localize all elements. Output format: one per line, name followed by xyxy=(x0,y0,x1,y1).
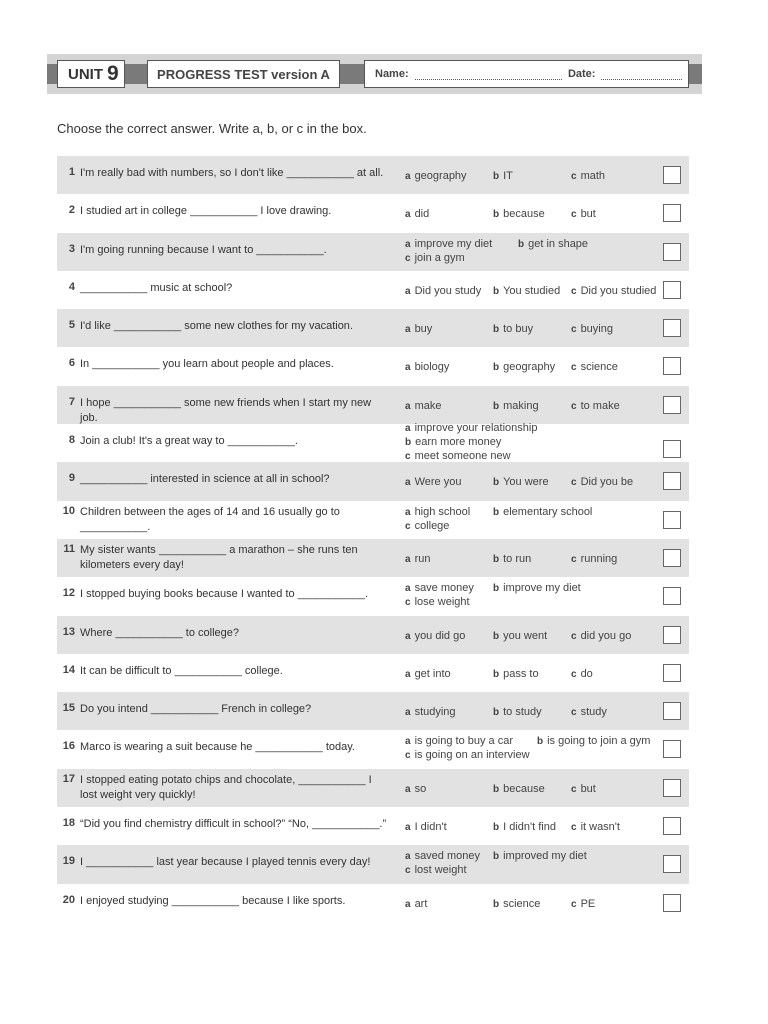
name-label: Name: xyxy=(375,68,409,80)
option-a xyxy=(405,505,470,520)
answer-box[interactable] xyxy=(663,702,681,720)
question-text: It can be difficult to ___________ college. xyxy=(80,664,283,677)
option-letter: b xyxy=(493,171,500,182)
option-letter: c xyxy=(405,520,411,532)
option-b xyxy=(493,284,560,299)
option-text: meet someone new xyxy=(414,450,511,463)
option-b xyxy=(493,552,531,567)
answer-box[interactable] xyxy=(663,549,681,567)
question-text: I'd like ___________ some new clothes for my vacation. xyxy=(80,320,353,333)
option-c xyxy=(571,360,618,375)
option-letter: a xyxy=(405,324,411,336)
option-b xyxy=(493,629,547,644)
option-a xyxy=(405,667,451,682)
option-a xyxy=(405,705,456,720)
option-letter: b xyxy=(493,783,500,795)
option-text: Did you be xyxy=(580,476,634,489)
option-letter: b xyxy=(493,477,500,489)
question-number: 18 xyxy=(62,817,75,830)
question-text: In ___________ you learn about people and places. xyxy=(80,358,334,371)
option-b xyxy=(493,849,587,864)
question-number: 7 xyxy=(68,395,75,408)
option-text: elementary school xyxy=(503,505,593,518)
option-a xyxy=(405,169,467,184)
option-letter: c xyxy=(571,553,577,565)
option-text: join a gym xyxy=(414,251,465,264)
option-a xyxy=(405,897,427,912)
option-b xyxy=(493,505,592,520)
option-c xyxy=(405,251,465,266)
question-row xyxy=(57,577,689,615)
question-text: Do you intend ___________ French in college? xyxy=(80,703,312,716)
option-text: geography xyxy=(414,170,467,182)
option-text: buy xyxy=(414,323,433,336)
answer-box[interactable] xyxy=(663,626,681,644)
question-text: I hope ___________ some new friends when I start my new job. xyxy=(80,396,372,424)
option-letter: c xyxy=(571,822,577,834)
question-list xyxy=(57,156,689,922)
option-a xyxy=(405,399,441,414)
question-row xyxy=(57,769,689,807)
option-letter: b xyxy=(493,553,500,565)
option-text: to run xyxy=(503,552,532,565)
option-c xyxy=(571,322,613,337)
answer-box[interactable] xyxy=(663,894,681,912)
question-number: 5 xyxy=(68,319,75,332)
option-text: you did go xyxy=(414,629,466,642)
question-number: 11 xyxy=(63,542,75,555)
question-row xyxy=(57,309,689,347)
option-text: is going on an interview xyxy=(414,749,530,762)
option-letter: b xyxy=(493,506,500,518)
answer-box[interactable] xyxy=(663,243,681,261)
option-letter: a xyxy=(405,209,411,221)
option-letter: a xyxy=(405,423,411,435)
option-text: college xyxy=(414,519,450,532)
option-text: get in shape xyxy=(528,237,589,250)
question-text: My sister wants ___________ a marathon – she runs ten kilometers every day! xyxy=(80,543,358,571)
option-letter: a xyxy=(405,506,411,518)
option-text: biology xyxy=(414,361,450,374)
option-letter: c xyxy=(571,324,577,336)
option-text: did xyxy=(414,208,430,221)
option-c xyxy=(571,207,596,222)
option-text: lose weight xyxy=(414,596,470,609)
option-letter: c xyxy=(571,171,577,182)
question-text: ___________ interested in science at all in school? xyxy=(80,473,330,486)
answer-box[interactable] xyxy=(663,319,681,337)
option-letter: a xyxy=(405,238,411,250)
option-letter: a xyxy=(405,898,411,910)
question-text: ___________ music at school? xyxy=(80,281,233,294)
option-text: to make xyxy=(580,399,620,412)
question-number: 14 xyxy=(62,663,75,676)
option-a xyxy=(405,360,449,375)
option-a xyxy=(405,581,474,596)
question-number: 20 xyxy=(62,893,75,906)
question-row xyxy=(57,654,689,692)
unit-label-box xyxy=(57,60,125,88)
option-letter: c xyxy=(405,451,411,463)
option-letter: a xyxy=(405,668,411,680)
option-text: improve your relationship xyxy=(414,422,538,435)
instructions: Choose the correct answer. Write a, b, or c in the box. xyxy=(57,121,367,136)
option-a xyxy=(405,284,481,299)
answer-box[interactable] xyxy=(663,472,681,490)
unit-number: 9 xyxy=(107,62,119,85)
question-text: Children between the ages of 14 and 16 usually go to ___________. xyxy=(80,505,340,533)
option-text: it wasn't xyxy=(580,821,620,834)
option-letter: c xyxy=(571,285,577,297)
option-letter: c xyxy=(571,362,577,374)
option-c xyxy=(405,519,449,534)
option-text: to buy xyxy=(503,323,534,336)
option-c xyxy=(571,284,656,299)
question-number: 1 xyxy=(68,166,75,178)
test-title-box xyxy=(147,60,340,88)
option-letter: b xyxy=(493,400,500,412)
option-text: you went xyxy=(503,629,548,642)
answer-box[interactable] xyxy=(663,664,681,682)
option-letter: b xyxy=(493,630,500,642)
answer-box[interactable] xyxy=(663,779,681,797)
option-text: geography xyxy=(503,361,556,374)
question-number: 2 xyxy=(68,204,75,217)
option-text: studying xyxy=(414,706,456,719)
option-text: because xyxy=(503,208,545,221)
option-text: I didn't xyxy=(414,821,447,834)
option-c xyxy=(405,595,470,610)
option-letter: b xyxy=(493,209,500,221)
question-row xyxy=(57,807,689,845)
question-number: 12 xyxy=(62,587,75,600)
option-letter: c xyxy=(571,630,577,642)
option-letter: a xyxy=(405,285,411,297)
option-letter: b xyxy=(493,362,500,374)
answer-box[interactable] xyxy=(663,440,681,458)
option-a xyxy=(405,475,461,490)
question-text: I stopped eating potato chips and chocolate, ___________ I lost weight very quickly! xyxy=(80,773,372,801)
option-letter: b xyxy=(493,583,500,595)
option-letter: c xyxy=(571,477,577,489)
option-letter: c xyxy=(405,252,411,264)
option-c xyxy=(571,552,617,567)
answer-box[interactable] xyxy=(663,740,681,758)
option-b xyxy=(493,399,539,414)
option-text: make xyxy=(414,399,442,412)
option-a xyxy=(405,237,492,252)
option-letter: b xyxy=(493,285,500,297)
option-letter: a xyxy=(405,171,411,182)
option-b xyxy=(493,897,540,912)
option-text: because xyxy=(503,782,545,795)
option-letter: b xyxy=(493,324,500,336)
question-number: 4 xyxy=(68,280,75,293)
question-number: 9 xyxy=(68,472,75,485)
question-text: Marco is wearing a suit because he ___________ today. xyxy=(80,741,355,754)
question-text: I ___________ last year because I played tennis every day! xyxy=(80,856,371,869)
option-text: math xyxy=(580,170,606,182)
option-a xyxy=(405,207,429,222)
option-text: but xyxy=(580,782,596,795)
test-title: PROGRESS TEST version A xyxy=(157,66,330,82)
option-text: improved my diet xyxy=(503,850,587,863)
question-row xyxy=(57,271,689,309)
option-letter: b xyxy=(405,437,412,449)
option-b xyxy=(493,782,545,797)
option-text: running xyxy=(580,552,618,565)
question-text: I enjoyed studying ___________ because I like sports. xyxy=(80,894,346,907)
option-letter: b xyxy=(537,736,544,748)
question-row xyxy=(57,884,689,922)
option-letter: c xyxy=(571,783,577,795)
option-letter: a xyxy=(405,477,411,489)
question-number: 19 xyxy=(62,855,75,868)
option-letter: a xyxy=(405,707,411,719)
question-row xyxy=(57,845,689,883)
option-c xyxy=(405,863,467,878)
option-text: so xyxy=(414,782,427,795)
option-c xyxy=(571,475,633,490)
question-text: “Did you find chemistry difficult in school?” “No, ___________.” xyxy=(80,818,387,831)
date-label: Date: xyxy=(567,68,596,80)
option-letter: b xyxy=(493,898,500,910)
option-letter: c xyxy=(405,750,411,762)
option-a xyxy=(405,322,432,337)
answer-box[interactable] xyxy=(663,855,681,873)
option-text: lost weight xyxy=(414,864,467,877)
option-text: science xyxy=(503,897,541,910)
option-letter: c xyxy=(405,865,411,877)
question-row xyxy=(57,424,689,462)
option-text: You studied xyxy=(503,284,561,297)
date-field[interactable] xyxy=(601,69,682,80)
question-row xyxy=(57,233,689,271)
option-c xyxy=(405,748,530,763)
option-text: You were xyxy=(503,476,549,489)
question-number: 6 xyxy=(68,357,75,370)
question-number: 3 xyxy=(68,242,75,255)
option-text: did you go xyxy=(580,629,632,642)
question-row xyxy=(57,462,689,500)
option-text: buying xyxy=(580,323,613,336)
option-text: making xyxy=(503,399,539,412)
option-b xyxy=(493,322,533,337)
question-row xyxy=(57,386,689,424)
answer-box[interactable] xyxy=(663,396,681,414)
option-b xyxy=(493,705,542,720)
question-row xyxy=(57,501,689,539)
option-text: IT xyxy=(503,170,513,182)
option-letter: c xyxy=(571,707,577,719)
option-letter: c xyxy=(571,209,577,221)
option-text: is going to buy a car xyxy=(414,735,514,748)
option-text: I didn't find xyxy=(503,821,556,834)
option-b xyxy=(493,475,549,490)
option-a xyxy=(405,629,465,644)
option-b xyxy=(493,820,556,835)
option-text: do xyxy=(580,667,593,680)
option-text: improve my diet xyxy=(503,582,581,595)
option-a xyxy=(405,782,426,797)
option-text: science xyxy=(580,361,618,374)
option-a xyxy=(405,552,430,567)
option-b xyxy=(493,207,545,222)
option-b xyxy=(493,667,539,682)
question-text: I'm really bad with numbers, so I don't like ___________ at all. xyxy=(80,167,384,179)
question-text: I'm going running because I want to ___________. xyxy=(80,243,327,256)
question-number: 17 xyxy=(62,772,75,785)
unit-label: UNIT xyxy=(68,65,103,83)
option-c xyxy=(571,820,620,835)
option-c xyxy=(571,169,605,184)
option-b xyxy=(518,237,588,252)
option-c xyxy=(571,705,607,720)
option-text: Were you xyxy=(414,476,462,489)
question-text: I stopped buying books because I wanted to ___________. xyxy=(80,588,369,601)
question-row xyxy=(57,730,689,768)
question-text: I studied art in college ___________ I love drawing. xyxy=(80,205,332,218)
question-row xyxy=(57,692,689,730)
option-text: saved money xyxy=(414,850,480,863)
option-b xyxy=(493,169,513,184)
option-letter: b xyxy=(493,668,500,680)
answer-box[interactable] xyxy=(663,587,681,605)
name-field[interactable] xyxy=(415,69,562,80)
option-letter: a xyxy=(405,822,411,834)
option-text: earn more money xyxy=(415,436,502,449)
option-letter: a xyxy=(405,553,411,565)
option-letter: a xyxy=(405,630,411,642)
option-letter: a xyxy=(405,736,411,748)
question-number: 13 xyxy=(62,625,75,638)
answer-box[interactable] xyxy=(663,166,681,184)
option-text: save money xyxy=(414,582,474,595)
option-letter: b xyxy=(518,238,525,250)
option-text: improve my diet xyxy=(414,237,493,250)
question-text: Join a club! It's a great way to ___________. xyxy=(80,435,298,448)
option-c xyxy=(571,897,595,912)
option-letter: c xyxy=(571,668,577,680)
answer-box[interactable] xyxy=(663,511,681,529)
option-text: art xyxy=(414,897,428,910)
question-number: 10 xyxy=(62,504,75,517)
answer-box[interactable] xyxy=(663,357,681,375)
option-b xyxy=(493,581,581,596)
name-date-box xyxy=(364,60,689,88)
option-c xyxy=(571,399,620,414)
option-c xyxy=(571,667,593,682)
option-text: Did you study xyxy=(414,284,482,297)
option-b xyxy=(537,734,650,749)
option-letter: a xyxy=(405,362,411,374)
option-letter: a xyxy=(405,851,411,863)
option-letter: b xyxy=(493,707,500,719)
question-row xyxy=(57,616,689,654)
option-a xyxy=(405,849,480,864)
option-text: pass to xyxy=(503,667,539,680)
option-text: is going to join a gym xyxy=(547,735,651,748)
question-number: 16 xyxy=(62,740,75,753)
question-row xyxy=(57,539,689,577)
question-row xyxy=(57,194,689,232)
question-number: 8 xyxy=(68,434,75,447)
option-a xyxy=(405,421,537,436)
option-letter: a xyxy=(405,583,411,595)
option-text: run xyxy=(414,552,431,565)
option-letter: b xyxy=(493,822,500,834)
option-text: Did you studied xyxy=(580,284,657,297)
option-b xyxy=(493,360,555,375)
question-text: Where ___________ to college? xyxy=(80,626,240,639)
option-a xyxy=(405,734,513,749)
question-row xyxy=(57,347,689,385)
option-letter: a xyxy=(405,400,411,412)
answer-box[interactable] xyxy=(663,817,681,835)
option-text: PE xyxy=(580,897,596,910)
option-b xyxy=(405,435,501,450)
option-letter: c xyxy=(405,597,411,609)
option-c xyxy=(571,782,596,797)
option-letter: c xyxy=(571,400,577,412)
option-letter: a xyxy=(405,783,411,795)
option-text: but xyxy=(580,208,596,221)
option-text: get into xyxy=(414,667,451,680)
answer-box[interactable] xyxy=(663,281,681,299)
question-row xyxy=(57,156,689,194)
option-text: high school xyxy=(414,505,471,518)
option-text: to study xyxy=(503,706,542,719)
option-text: study xyxy=(580,706,607,719)
option-letter: b xyxy=(493,851,500,863)
question-number: 15 xyxy=(62,702,75,715)
option-c xyxy=(571,629,631,644)
answer-box[interactable] xyxy=(663,204,681,222)
option-letter: c xyxy=(571,898,577,910)
option-a xyxy=(405,820,447,835)
